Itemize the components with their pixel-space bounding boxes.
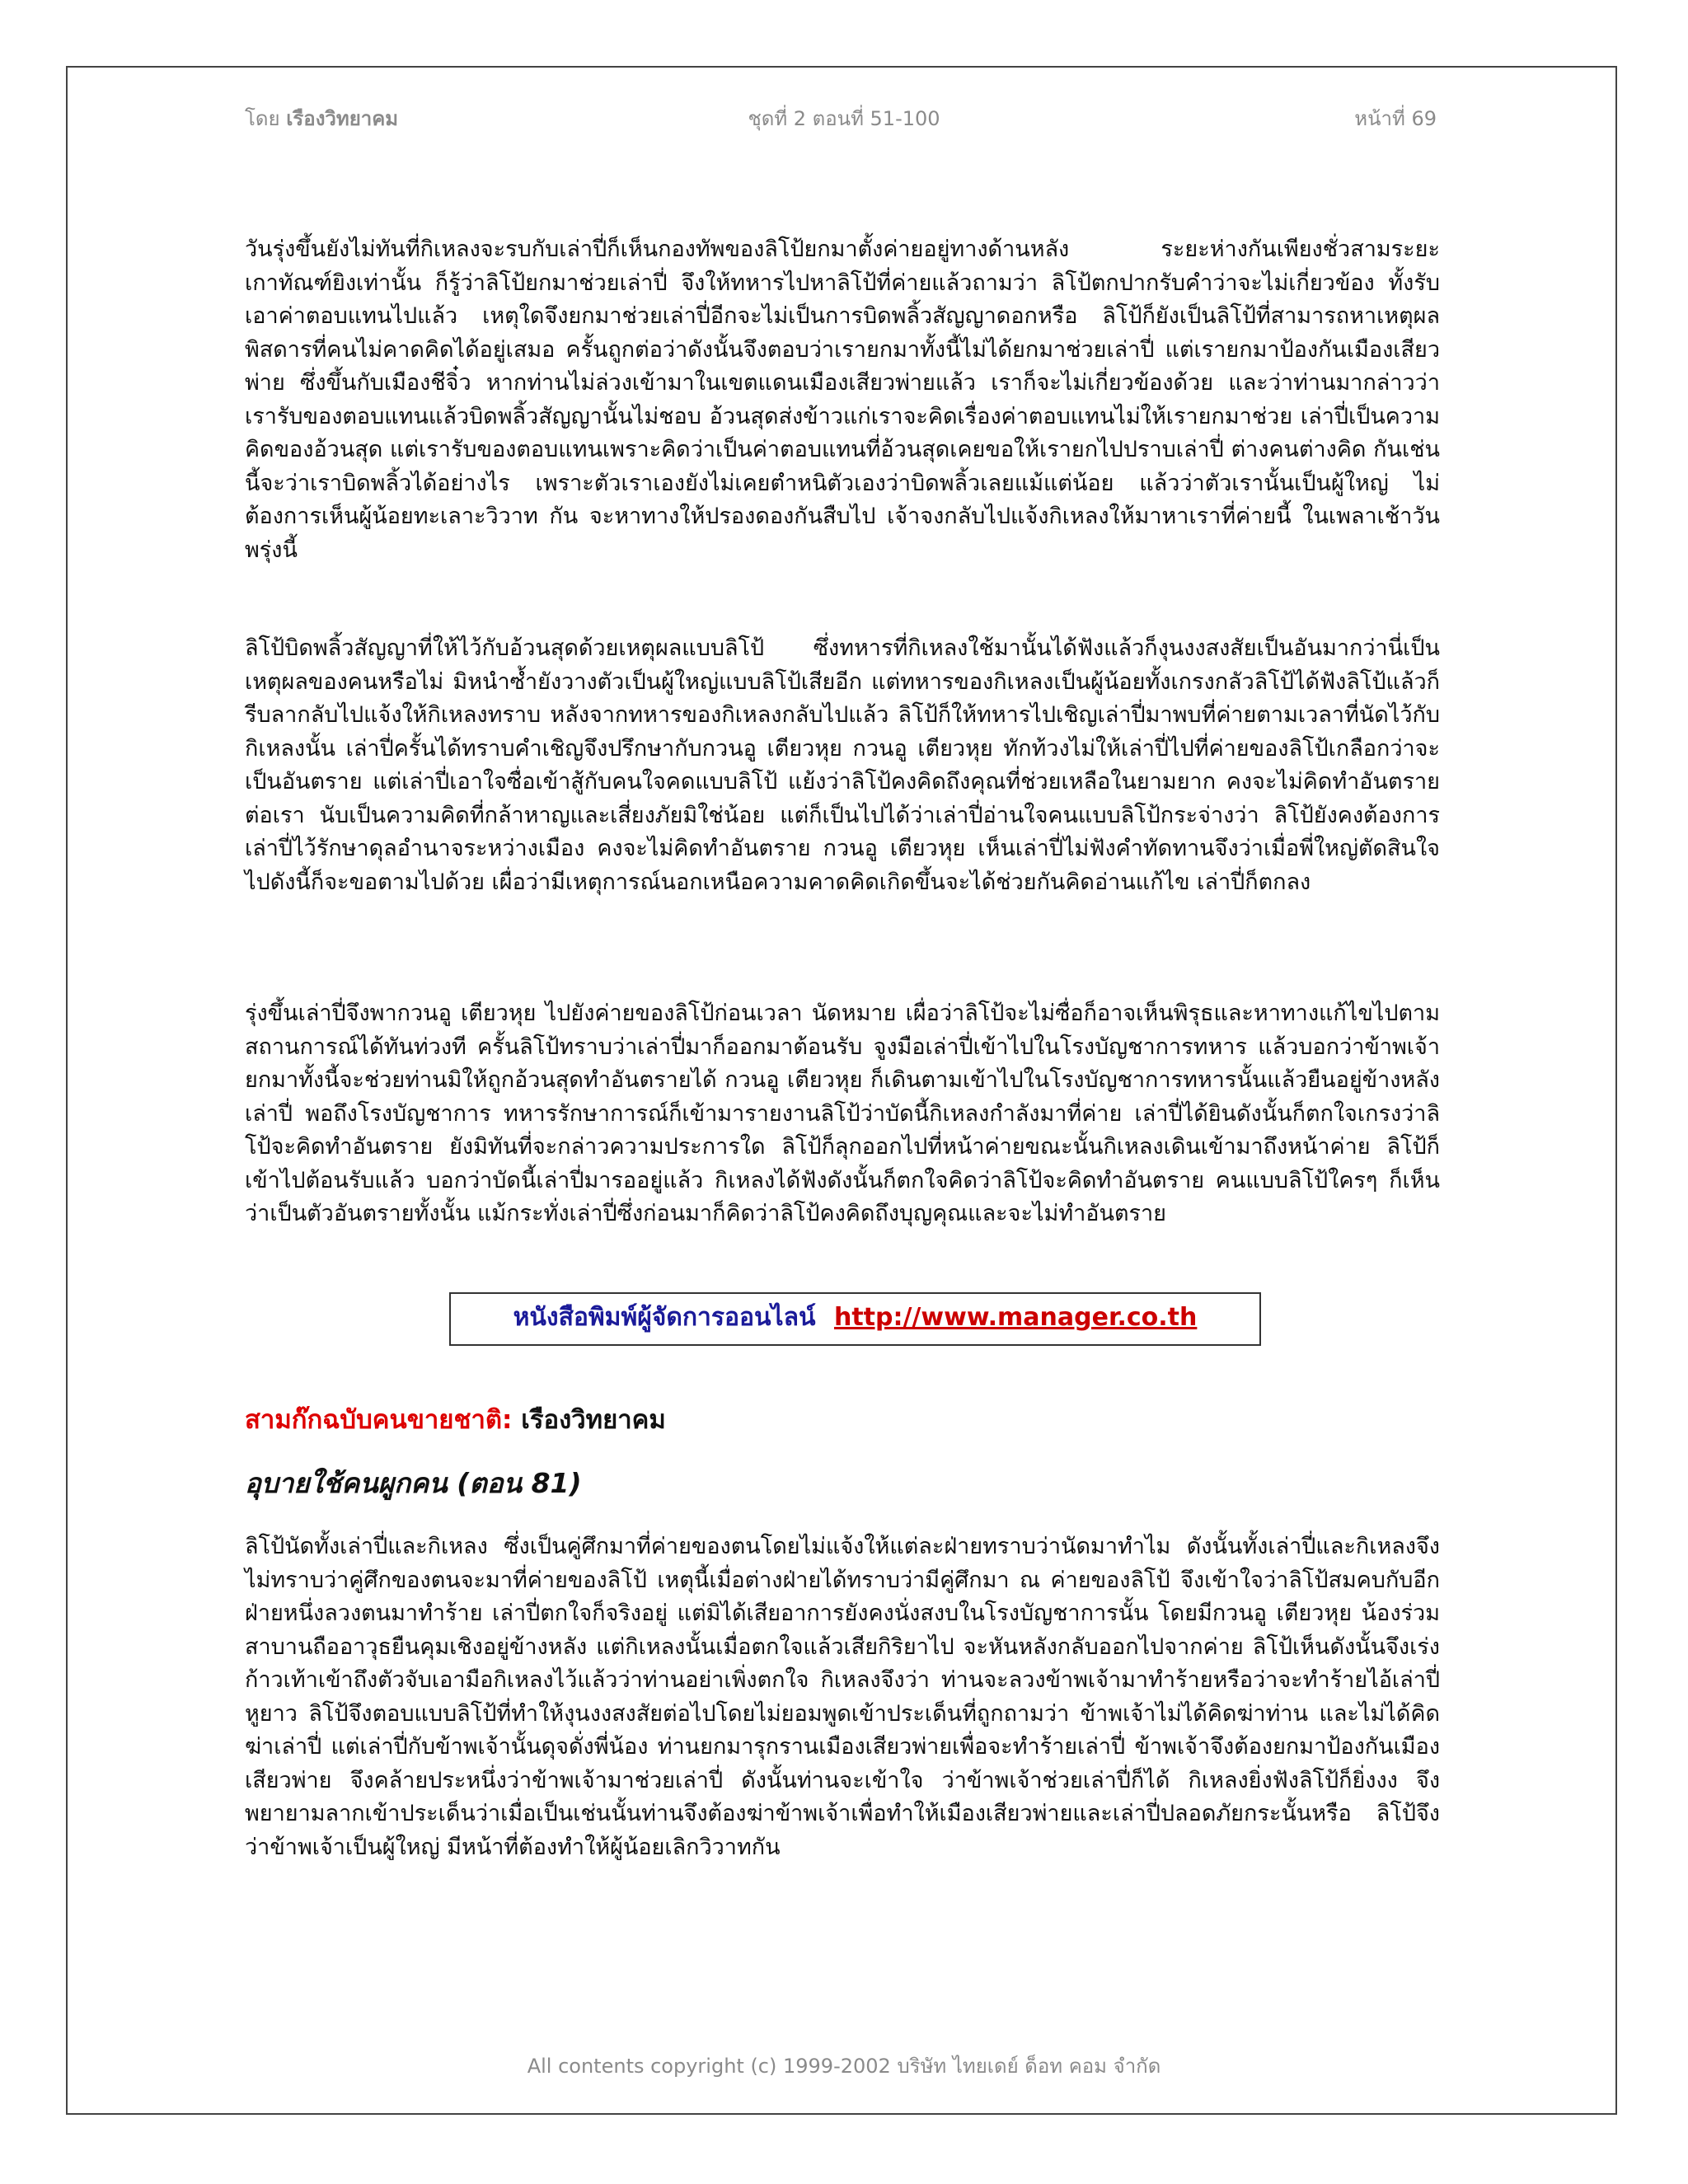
manager-online-banner (449, 1292, 1261, 1346)
copyright-footer: All contents copyright (c) 1999-2002 บริษัท ไทยเดย์ ด็อท คอม จำกัด (527, 2055, 1161, 2078)
header-series-info: ชุดที่ 2 ตอนที่ 51-100 (748, 107, 940, 130)
paragraph: ลิโป้บิดพลิ้วสัญญาที่ให้ไว้กับอ้วนสุดด้วยเหตุผลแบบลิโป้ ซึ่งทหารที่กิเหลงใช้มานั้นได้ฟังแล้วก็งุนงงสงสัยเป็นอันมากว่านี่เป็นเหตุผลของคนหรือไม่ มิหนำซ้ำยังวางตัวเป็นผู้ใหญ่แบบลิโป้เสียอีก แต่ทหารของกิเหลงเป็นผู้น้อยทั้งเกรงกลัวลิโป้ได้ฟังลิโป้แล้วก็รีบลากลับไปแจ้งให้กิเหลงทราบ หลังจากทหารของกิเหลงกลับไปแล้ว ลิโป้ก็ให้ทหารไปเชิญเล่าปี่มาพบที่ค่ายตามเวลาที่นัดไว้กับกิเหลงนั้น เล่าปี่ครั้นได้ทราบคำเชิญจึงปรึกษากับกวนอู เตียวหุย กวนอู เตียวหุย ทักท้วงไม่ให้เล่าปี่ไปที่ค่ายของลิโป้เกลือกว่าจะเป็นอันตราย แต่เล่าปี่เอาใจซื่อเข้าสู้กับคนใจคดแบบลิโป้ แย้งว่าลิโป้คงคิดถึงคุณที่ช่วยเหลือในยามยาก คงจะไม่คิดทำอันตรายต่อเรา นับเป็นความคิดที่กล้าหาญและเสี่ยงภัยมิใช่น้อย แต่ก็เป็นไปได้ว่าเล่าปี่อ่านใจคนแบบลิโป้กระจ่างว่า ลิโป้ยังคงต้องการเล่าปี่ไว้รักษาดุลอำนาจระหว่างเมือง คงจะไม่คิดทำอันตราย กวนอู เตียวหุย เห็นเล่าปี่ไม่ฟังคำทัดทานจึงว่าเมื่อพี่ใหญ่ตัดสินใจไปดังนี้ก็จะขอตามไปด้วย เผื่อว่ามีเหตุการณ์นอกเหนือความคาดคิดเกิดขึ้นจะได้ช่วยกันคิดอ่านแก้ไข เล่าปี่ก็ตกลง (245, 635, 1440, 895)
header-by: โดย (245, 107, 280, 130)
paragraph: วันรุ่งขึ้นยังไม่ทันที่กิเหลงจะรบกับเล่าปี่ก็เห็นกองทัพของลิโป้ยกมาตั้งค่ายอยู่ทางด้านหลัง ระยะห่างกันเพียงชั่วสามระยะเกาทัณฑ์ยิงเท่านั้น ก็รู้ว่าลิโป้ยกมาช่วยเล่าปี่ จึงให้ทหารไปหาลิโป้ที่ค่ายแล้วถามว่า ลิโป้ตกปากรับคำว่าจะไม่เกี่ยวข้อง ทั้งรับเอาค่าตอบแทนไปแล้ว เหตุใดจึงยกมาช่วยเล่าปี่อีกจะไม่เป็นการบิดพลิ้วสัญญาดอกหรือ ลิโป้ก็ยังเป็นลิโป้ที่สามารถหาเหตุผลพิสดารที่คนไม่คาดคิดได้อยู่เสมอ ครั้นถูกต่อว่าดังนั้นจึงตอบว่าเรายกมาทั้งนี้ไม่ได้ยกมาช่วยเล่าปี่ แต่เรายกมาป้องกันเมืองเสียวพ่าย ซึ่งขึ้นกับเมืองชีจิ๋ว หากท่านไม่ล่วงเข้ามาในเขตแดนเมืองเสียวพ่ายแล้ว เราก็จะไม่เกี่ยวข้องด้วย และว่าท่านมากล่าวว่าเรารับของตอบแทนแล้วบิดพลิ้วสัญญานั้นไม่ชอบ อ้วนสุดส่งข้าวแก่เราจะคิดเรื่องค่าตอบแทนไม่ให้เรายกมาช่วย เล่าปี่เป็นความคิดของอ้วนสุด แต่เรารับของตอบแทนเพราะคิดว่าเป็นค่าตอบแทนที่อ้วนสุดเคยขอให้เรายกไปปราบเล่าปี่ ต่างคนต่างคิด กันเช่นนี้จะว่าเราบิดพลิ้วได้อย่างไร เพราะตัวเราเองยังไม่เคยตำหนิตัวเองว่าบิดพลิ้วเลยแม้แต่น้อย แล้วว่าตัวเรานั้นเป็นผู้ใหญ่ ไม่ต้องการเห็นผู้น้อยทะเลาะวิวาท กัน จะหาทางให้ปรองดองกันสืบไป เจ้าจงกลับไปแจ้งกิเหลงให้มาหาเราที่ค่ายนี้ ในเพลาเช้าวันพรุ่งนี้ (245, 237, 1440, 563)
paragraph: ลิโป้นัดทั้งเล่าปี่และกิเหลง ซึ่งเป็นคู่ศึกมาที่ค่ายของตนโดยไม่แจ้งให้แต่ละฝ่ายทราบว่านัดมาทำไม ดังนั้นทั้งเล่าปี่และกิเหลงจึงไม่ทราบว่าคู่ศึกของตนจะมาที่ค่ายของลิโป้ เหตุนี้เมื่อต่างฝ่ายได้ทราบว่ามีคู่ศึกมา ณ ค่ายของลิโป้ จึงเข้าใจว่าลิโป้สมคบกับอีกฝ่ายหนึ่งลวงตนมาทำร้าย เล่าปี่ตกใจก็จริงอยู่ แต่มิได้เสียอาการยังคงนั่งสงบในโรงบัญชาการนั้น โดยมีกวนอู เตียวหุย น้องร่วมสาบานถืออาวุธยืนคุมเชิงอยู่ข้างหลัง แต่กิเหลงนั้นเมื่อตกใจแล้วเสียกิริยาไป จะหันหลังกลับออกไปจากค่าย ลิโป้เห็นดังนั้นจึงเร่งก้าวเท้าเข้าถึงตัวจับเอามือกิเหลงไว้แล้วว่าท่านอย่าเพิ่งตกใจ กิเหลงจึงว่า ท่านจะลวงข้าพเจ้ามาทำร้ายหรือว่าจะทำร้ายไอ้เล่าปี่หูยาว ลิโป้จึงตอบแบบลิโป้ที่ทำให้งุนงงสงสัยต่อไปโดยไม่ยอมพูดเข้าประเด็นที่ถูกถามว่า ข้าพเจ้าไม่ได้คิดฆ่าท่าน และไม่ได้คิดฆ่าเล่าปี่ แต่เล่าปี่กับข้าพเจ้านั้นดุจดั่งพี่น้อง ท่านยกมารุกรานเมืองเสียวพ่ายเพื่อจะทำร้ายเล่าปี่ ข้าพเจ้าจึงต้องยกมาป้องกันเมืองเสียวพ่าย จึงคล้ายประหนึ่งว่าข้าพเจ้ามาช่วยเล่าปี่ ดังนั้นท่านจะเข้าใจ ว่าข้าพเจ้าช่วยเล่าปี่ก็ได้ กิเหลงยิ่งฟังลิโป้ก็ยิ่งงง จึงพยายามลากเข้าประเด็นว่าเมื่อเป็นเช่นนั้นท่านจึงต้องฆ่าข้าพเจ้าเพื่อทำให้เมืองเสียวพ่ายและเล่าปี่ปลอดภัยกระนั้นหรือ ลิโป้จึงว่าข้าพเจ้าเป็นผู้ใหญ่ มีหน้าที่ต้องทำให้ผู้น้อยเลิกวิวาทกัน (245, 1534, 1440, 1860)
series-name: สามก๊กฉบับคนขายชาติ: (245, 1405, 513, 1435)
chapter-title: อุบายใช้คนผูกคน (ตอน 81) (245, 1467, 582, 1499)
header-author-name: เรืองวิทยาคม (286, 107, 399, 130)
manager-website-link[interactable]: http://www.manager.co.th (833, 1303, 1198, 1332)
paragraph: รุ่งขึ้นเล่าปี่จึงพากวนอู เตียวหุย ไปยังค่ายของลิโป้ก่อนเวลา นัดหมาย เผื่อว่าลิโป้จะไม่ซื่อก็อาจเห็นพิรุธและหาทางแก้ไขไปตามสถานการณ์ได้ทันท่วงที ครั้นลิโป้ทราบว่าเล่าปี่มาก็ออกมาต้อนรับ จูงมือเล่าปี่เข้าไปในโรงบัญชาการทหาร แล้วบอกว่าข้าพเจ้ายกมาทั้งนี้จะช่วยท่านมิให้ถูกอ้วนสุดทำอันตรายได้ กวนอู เตียวหุย ก็เดินตามเข้าไปในโรงบัญชาการทหารนั้นแล้วยืนอยู่ข้างหลังเล่าปี่ พอถึงโรงบัญชาการ ทหารรักษาการณ์ก็เข้ามารายงานลิโป้ว่าบัดนี้กิเหลงกำลังมาที่ค่าย เล่าปี่ได้ยินดังนั้นก็ตกใจเกรงว่าลิโป้จะคิดทำอันตราย ยังมิทันที่จะกล่าวความประการใด ลิโป้ก็ลุกออกไปที่หน้าค่ายขณะนั้นกิเหลงเดินเข้ามาถึงหน้าค่าย ลิโป้ก็เข้าไปต้อนรับแล้ว บอกว่าบัดนี้เล่าปี่มารออยู่แล้ว กิเหลงได้ฟังดังนั้นก็ตกใจคิดว่าลิโป้จะคิดทำอันตราย คนแบบลิโป้ใครๆ ก็เห็นว่าเป็นตัวอันตรายทั้งนั้น แม้กระทั่งเล่าปี่ซึ่งก่อนมาก็คิดว่าลิโป้คงคิดถึงบุญคุณและจะไม่ทำอันตราย (245, 1001, 1440, 1226)
header-page-number: หน้าที่ 69 (1354, 107, 1437, 130)
series-title (245, 1399, 666, 1440)
series-author: เรืองวิทยาคม (521, 1405, 666, 1435)
banner-label: หนังสือพิมพ์ผู้จัดการออนไลน์ (513, 1303, 816, 1332)
